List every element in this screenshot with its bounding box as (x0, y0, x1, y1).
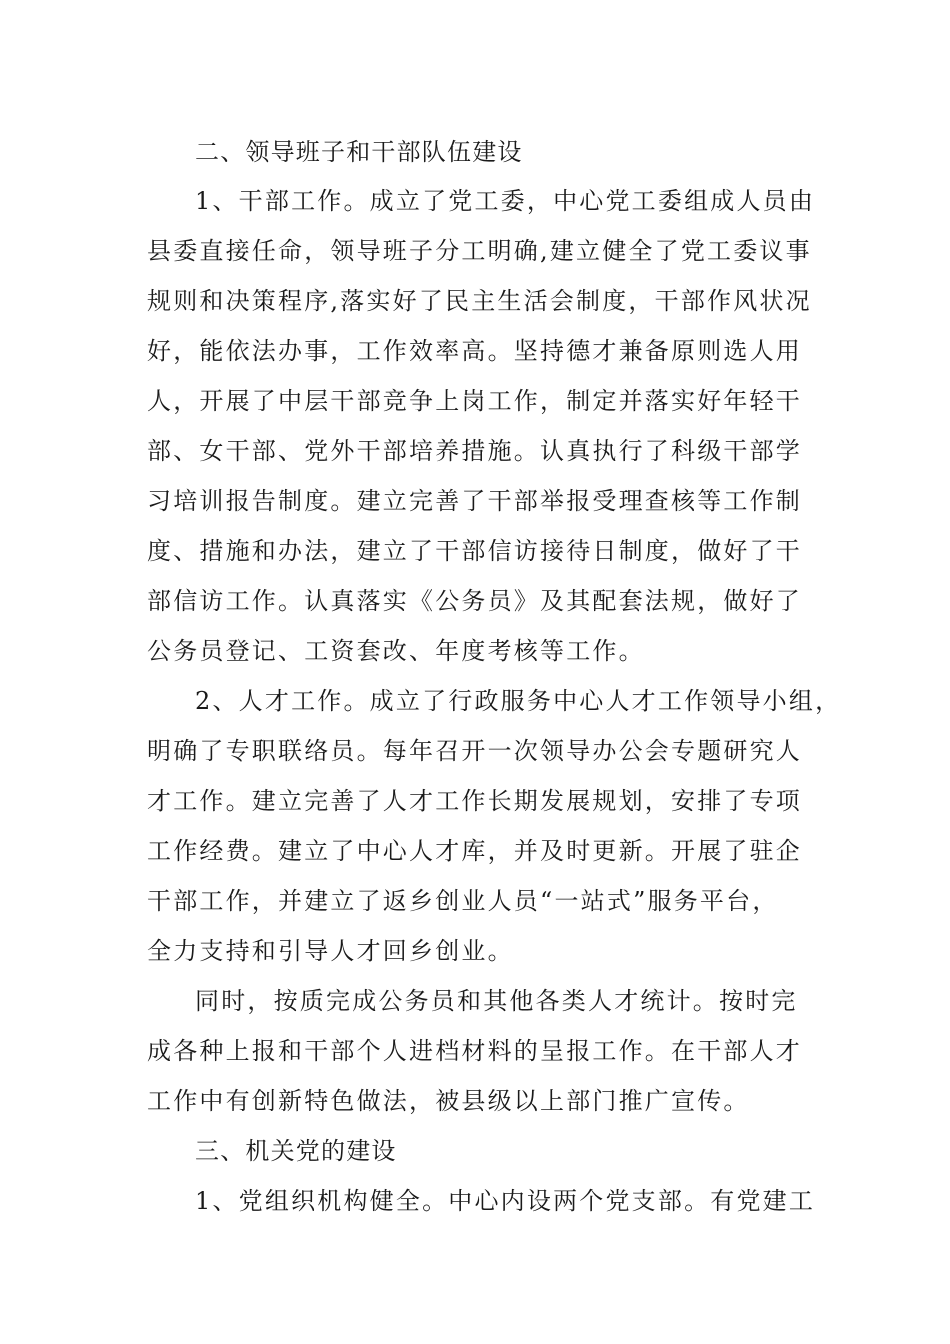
paragraph-line: 工作经费。建立了中心人才库，并及时更新。开展了驻企 (147, 837, 802, 865)
section-heading: 三、机关党的建设 (195, 1137, 397, 1165)
paragraph-line: 成各种上报和干部个人进档材料的呈报工作。在干部人才 (147, 1037, 802, 1065)
paragraph-line: 好，能依法办事，工作效率高。坚持德才兼备原则选人用 (147, 337, 802, 365)
paragraph-line: 干部工作，并建立了返乡创业人员“一站式”服务平台， (147, 887, 779, 915)
paragraph-line: 部、女干部、党外干部培养措施。认真执行了科级干部学 (147, 437, 802, 465)
paragraph-line: 全力支持和引导人才回乡创业。 (147, 937, 514, 965)
paragraph-line: 1、干部工作。成立了党工委，中心党工委组成人员由 (195, 187, 816, 215)
paragraph-line: 习培训报告制度。建立完善了干部举报受理查核等工作制 (147, 487, 802, 515)
paragraph-line: 公务员登记、工资套改、年度考核等工作。 (147, 637, 645, 665)
paragraph-line: 部信访工作。认真落实《公务员》及其配套法规，做好了 (147, 587, 802, 615)
section-heading: 二、领导班子和干部队伍建设 (195, 138, 523, 166)
paragraph-line: 才工作。建立完善了人才工作长期发展规划，安排了专项 (147, 787, 802, 815)
paragraph-line: 规则和决策程序,落实好了民主生活会制度，干部作风状况 (147, 287, 812, 315)
paragraph-line: 1、党组织机构健全。中心内设两个党支部。有党建工 (195, 1187, 816, 1215)
paragraph-line: 工作中有创新特色做法，被县级以上部门推广宣传。 (147, 1087, 750, 1115)
paragraph-line: 度、措施和办法，建立了干部信访接待日制度，做好了干 (147, 537, 802, 565)
paragraph-line: 人，开展了中层干部竞争上岗工作，制定并落实好年轻干 (147, 387, 802, 415)
paragraph-line: 同时，按质完成公务员和其他各类人才统计。按时完 (195, 987, 798, 1015)
paragraph-line: 县委直接任命，领导班子分工明确,建立健全了党工委议事 (147, 237, 812, 265)
paragraph-line: 2、人才工作。成立了行政服务中心人才工作领导小组， (195, 687, 842, 715)
paragraph-line: 明确了专职联络员。每年召开一次领导办公会专题研究人 (147, 737, 802, 765)
